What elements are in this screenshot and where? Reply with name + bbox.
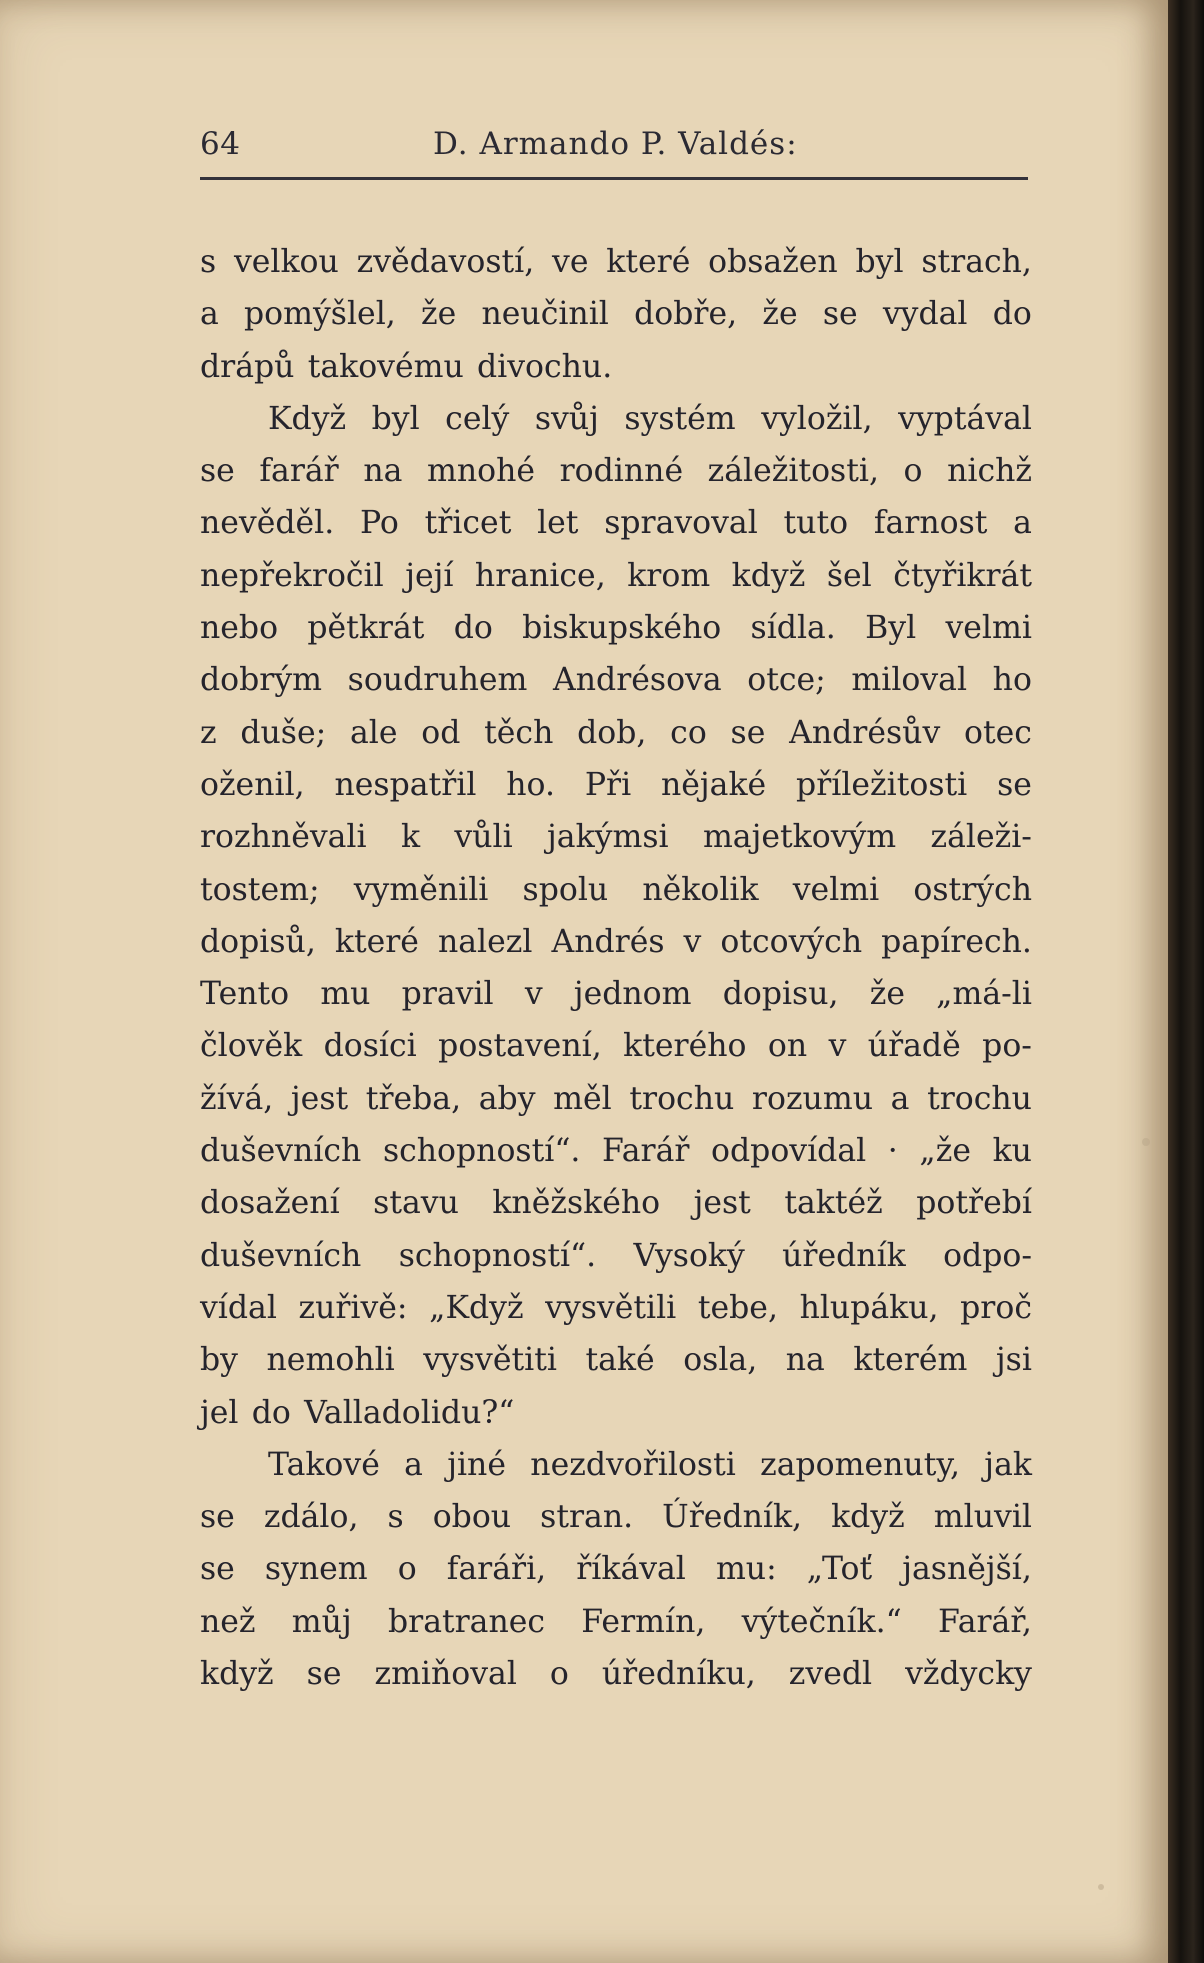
- text-line: [200, 759, 1032, 811]
- word: zmiňoval: [374, 1656, 517, 1693]
- word: hlupáku,: [799, 1289, 939, 1326]
- word: dosíci: [323, 1028, 417, 1065]
- word: faráři,: [446, 1551, 547, 1588]
- word: spravoval: [604, 505, 758, 542]
- word: v: [524, 976, 543, 1013]
- word: její: [405, 557, 454, 594]
- word: se: [200, 1499, 235, 1536]
- word: drápů: [200, 348, 295, 385]
- word: krom: [627, 557, 711, 594]
- word: vyptával: [898, 400, 1032, 437]
- word: zapomenuty,: [760, 1446, 960, 1483]
- word: vysvětili: [545, 1289, 677, 1326]
- header-rule: [200, 177, 1028, 180]
- word: systém: [624, 400, 736, 437]
- word: co: [670, 714, 707, 751]
- word: potřebí: [916, 1185, 1032, 1222]
- word: že: [869, 976, 905, 1013]
- word: duševních: [200, 1237, 362, 1274]
- word: nebo: [200, 610, 279, 647]
- word: ·: [887, 1133, 898, 1170]
- word: duše;: [240, 714, 327, 751]
- page-number: 64: [200, 126, 241, 162]
- word: biskupského: [522, 610, 722, 647]
- word: žívá,: [200, 1080, 274, 1117]
- text-line: [200, 1177, 1032, 1229]
- text-line: [200, 1020, 1032, 1072]
- word: Po: [360, 505, 399, 542]
- word: dopisu,: [722, 976, 839, 1013]
- word: trochu: [927, 1080, 1032, 1117]
- text-line: [200, 968, 1032, 1020]
- word: jakýmsi: [547, 819, 669, 856]
- word: vždycky: [905, 1656, 1032, 1693]
- word: pětkrát: [307, 610, 425, 647]
- word: k: [400, 819, 421, 856]
- word: sídla.: [750, 610, 836, 647]
- word: jel: [200, 1394, 239, 1431]
- word: nemohli: [266, 1342, 395, 1379]
- word: nezdvořilosti: [530, 1446, 736, 1483]
- word: Andrésova: [553, 662, 722, 699]
- text-line: [200, 550, 1032, 602]
- word: tebe,: [697, 1289, 778, 1326]
- word: v: [683, 923, 702, 960]
- word: mluvil: [933, 1499, 1032, 1536]
- word: ho.: [506, 766, 555, 803]
- word: záležitosti,: [707, 453, 879, 490]
- word: se: [822, 296, 858, 333]
- word: jiné: [447, 1446, 506, 1483]
- word: když: [731, 557, 806, 594]
- word: o: [397, 1551, 417, 1588]
- word: příležitosti: [796, 766, 968, 803]
- word: synem: [264, 1551, 368, 1588]
- word: kterém: [853, 1342, 968, 1379]
- word: člověk: [200, 1028, 303, 1065]
- word: pravil: [401, 976, 494, 1013]
- word: velmi: [945, 610, 1032, 647]
- word: měl: [553, 1080, 612, 1117]
- word: záleži-: [930, 819, 1032, 856]
- word: soudruhem: [347, 662, 528, 699]
- word: také: [585, 1342, 655, 1379]
- word: taktéž: [784, 1185, 883, 1222]
- word: stran.: [540, 1499, 634, 1536]
- word: vyměnili: [353, 871, 489, 908]
- word: takovému: [307, 348, 464, 385]
- text-line: [200, 654, 1032, 706]
- word: těch: [484, 714, 554, 751]
- word: farnost: [873, 505, 988, 542]
- word: Farář,: [937, 1603, 1032, 1640]
- word: byl: [855, 244, 904, 280]
- word: Tento: [200, 976, 290, 1013]
- word: vydal: [882, 296, 968, 333]
- text-line: [200, 393, 1032, 445]
- word: zvedl: [788, 1656, 873, 1693]
- text-line: [200, 445, 1032, 497]
- word: rozumu: [751, 1080, 873, 1117]
- word: Při: [584, 766, 632, 803]
- word: a: [890, 1080, 910, 1117]
- word: otec: [964, 714, 1032, 751]
- word: „Toť: [806, 1551, 873, 1588]
- text-line: [200, 1596, 1032, 1648]
- word: odpovídal: [711, 1133, 867, 1170]
- word: by: [200, 1342, 238, 1379]
- word: vysvětiti: [423, 1342, 557, 1379]
- word: velkou: [233, 244, 339, 280]
- paper-spot: [1142, 1138, 1150, 1146]
- word: na: [363, 453, 403, 490]
- word: obou: [432, 1499, 512, 1536]
- word: jest: [290, 1080, 349, 1117]
- word: trochu: [629, 1080, 735, 1117]
- word: které: [334, 923, 419, 960]
- word: velmi: [792, 871, 880, 908]
- word: jednom: [573, 976, 692, 1013]
- word: „že: [919, 1133, 971, 1170]
- text-line: [200, 602, 1032, 654]
- word: schopností“.: [382, 1133, 581, 1170]
- body-text: [200, 236, 1032, 1700]
- word: když: [200, 1656, 274, 1693]
- word: proč: [960, 1289, 1032, 1326]
- word: neučinil: [481, 296, 609, 333]
- word: výtečník.“: [741, 1603, 902, 1640]
- text-line: [200, 864, 1032, 916]
- word: tostem;: [200, 871, 320, 908]
- word: ho: [992, 662, 1032, 699]
- word: farář: [259, 453, 339, 490]
- word: „Když: [429, 1289, 524, 1326]
- text-line: [200, 811, 1032, 863]
- word: ku: [992, 1133, 1032, 1170]
- text-line: [200, 497, 1032, 549]
- word: byl: [371, 400, 420, 437]
- paper-spot: [1098, 1884, 1104, 1890]
- word: let: [537, 505, 579, 542]
- word: se: [200, 453, 235, 490]
- word: jak: [984, 1446, 1032, 1483]
- word: jest: [693, 1185, 751, 1222]
- word: do: [251, 1394, 291, 1431]
- word: šel: [826, 557, 872, 594]
- text-line: [200, 1282, 1032, 1334]
- word: a: [200, 296, 219, 333]
- word: zuřivě:: [298, 1289, 408, 1326]
- word: v: [828, 1028, 847, 1065]
- word: celý: [445, 400, 510, 437]
- word: dob,: [577, 714, 647, 751]
- word: ostrých: [913, 871, 1032, 908]
- word: svůj: [534, 400, 599, 437]
- word: nevěděl.: [200, 505, 335, 542]
- word: miloval: [851, 662, 968, 699]
- word: dobrým: [200, 662, 323, 699]
- word: nespatřil: [334, 766, 477, 803]
- text-line: [200, 1230, 1032, 1282]
- word: schopností“.: [398, 1237, 597, 1274]
- text-line: [200, 288, 1032, 340]
- text-line: [200, 236, 1032, 288]
- word: s: [200, 244, 217, 280]
- word: se: [730, 714, 766, 751]
- text-line: [200, 1334, 1032, 1386]
- text-line: [200, 1491, 1032, 1543]
- word: že: [421, 296, 457, 333]
- text-line: [200, 341, 1032, 393]
- word: jsi: [995, 1342, 1032, 1379]
- word: do: [453, 610, 493, 647]
- word: které: [606, 244, 691, 280]
- word: a: [404, 1446, 423, 1483]
- word: ale: [349, 714, 398, 751]
- word: ve: [552, 244, 589, 280]
- word: dosažení: [200, 1185, 340, 1222]
- word: nějaké: [660, 766, 767, 803]
- word: nichž: [947, 453, 1032, 490]
- word: Úředník,: [662, 1499, 803, 1536]
- word: rozhněvali: [200, 819, 367, 856]
- word: stavu: [373, 1185, 459, 1222]
- word: že: [762, 296, 798, 333]
- word: nalezl: [437, 923, 533, 960]
- word: nepřekročil: [200, 557, 384, 594]
- word: otcových: [720, 923, 863, 960]
- word: aby: [478, 1080, 536, 1117]
- word: z: [200, 714, 217, 751]
- word: Andrésův: [789, 714, 941, 751]
- word: úřadě: [867, 1028, 961, 1065]
- word: úředník: [782, 1237, 906, 1274]
- word: odpo-: [943, 1237, 1032, 1274]
- word: třicet: [424, 505, 512, 542]
- word: strach,: [921, 244, 1032, 280]
- word: majetkovým: [702, 819, 897, 856]
- word: Farář: [602, 1133, 690, 1170]
- text-line: [200, 916, 1032, 968]
- word: můj: [291, 1603, 352, 1640]
- word: hranice,: [474, 557, 606, 594]
- word: obsažen: [708, 244, 838, 280]
- text-line: [200, 707, 1032, 759]
- word: oženil,: [200, 766, 305, 803]
- text-line: [200, 1125, 1032, 1177]
- word: jasnější,: [902, 1551, 1032, 1588]
- word: Andrés: [551, 923, 665, 960]
- word: o: [903, 453, 923, 490]
- word: po-: [982, 1028, 1032, 1065]
- word: zvědavostí,: [356, 244, 535, 280]
- word: s: [387, 1499, 404, 1536]
- word: pomýšlel,: [244, 296, 396, 333]
- word: úředníku,: [601, 1656, 756, 1693]
- text-line: [200, 1073, 1032, 1125]
- word: čtyřikrát: [893, 557, 1032, 594]
- word: osla,: [683, 1342, 758, 1379]
- word: spolu: [522, 871, 609, 908]
- word: mu: [320, 976, 371, 1013]
- word: Takové: [268, 1446, 380, 1483]
- word: papírech.: [881, 923, 1032, 960]
- word: mnohé: [426, 453, 536, 490]
- word: vyložil,: [761, 400, 873, 437]
- word: se: [200, 1551, 235, 1588]
- word: on: [767, 1028, 808, 1065]
- word: na: [785, 1342, 825, 1379]
- word: třeba,: [365, 1080, 462, 1117]
- word: Fermín,: [581, 1603, 706, 1640]
- text-line: [200, 1439, 1032, 1491]
- word: od: [421, 714, 461, 751]
- word: bratranec: [387, 1603, 546, 1640]
- text-line: [200, 1648, 1032, 1700]
- word: postavení,: [438, 1028, 602, 1065]
- word: Když: [268, 400, 347, 437]
- word: mu:: [715, 1551, 777, 1588]
- word: Valladolidu?“: [304, 1394, 515, 1431]
- word: dopisů,: [200, 923, 316, 960]
- word: Byl: [865, 610, 917, 647]
- book-spine: [1168, 0, 1204, 1963]
- word: „má-li: [936, 976, 1032, 1013]
- word: se: [306, 1656, 342, 1693]
- word: několik: [642, 871, 759, 908]
- running-head: [200, 126, 1028, 170]
- word: rodinné: [559, 453, 684, 490]
- word: dobře,: [634, 296, 738, 333]
- running-title: D. Armando P. Valdés:: [433, 126, 798, 162]
- word: zdálo,: [263, 1499, 359, 1536]
- word: se: [997, 766, 1032, 803]
- text-line: [200, 1543, 1032, 1595]
- word: kněžského: [492, 1185, 661, 1222]
- text-line: [200, 1387, 1032, 1439]
- word: Vysoký: [633, 1237, 745, 1274]
- word: říkával: [576, 1551, 686, 1588]
- word: otce;: [747, 662, 826, 699]
- word: duševních: [200, 1133, 362, 1170]
- word: vůli: [454, 819, 513, 856]
- word: do: [992, 296, 1032, 333]
- word: a: [1013, 505, 1032, 542]
- word: kterého: [623, 1028, 747, 1065]
- word: když: [831, 1499, 905, 1536]
- word: než: [200, 1603, 256, 1640]
- word: vídal: [200, 1289, 277, 1326]
- word: o: [549, 1656, 569, 1693]
- word: divochu.: [477, 348, 613, 385]
- word: tuto: [783, 505, 849, 542]
